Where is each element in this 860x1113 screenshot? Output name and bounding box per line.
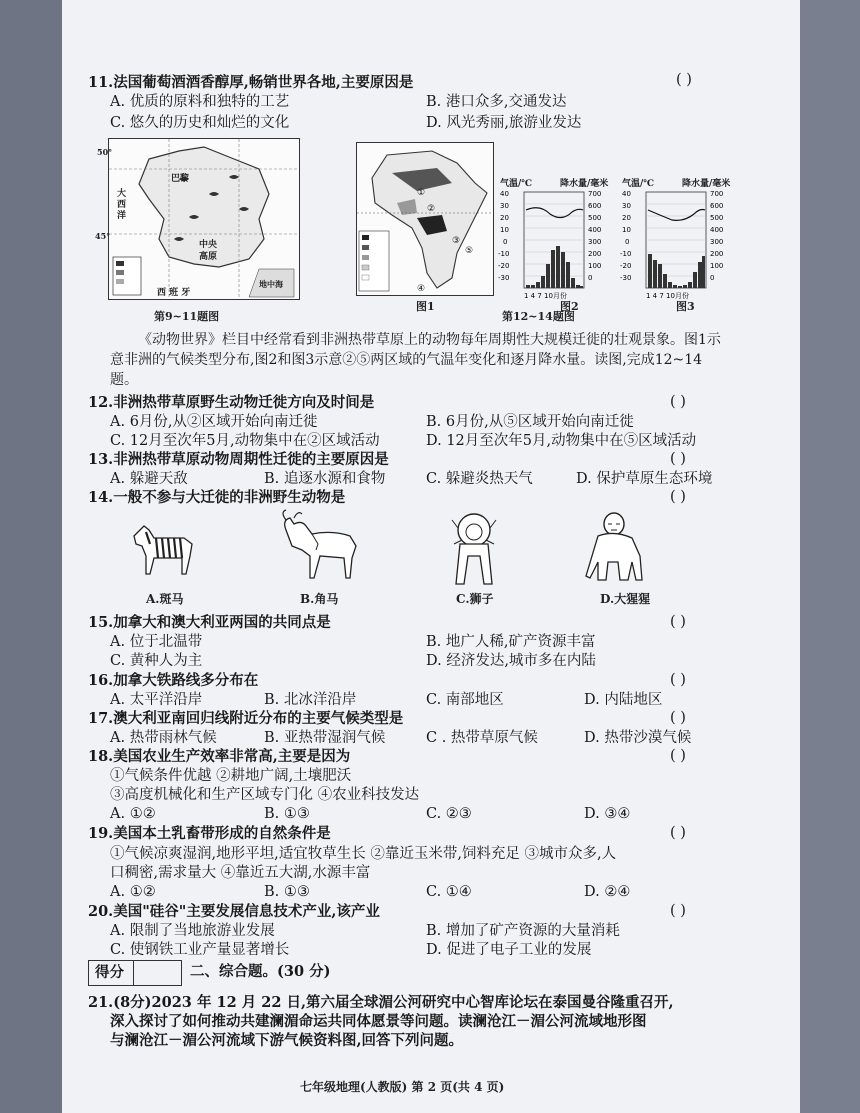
svg-text:300: 300	[710, 238, 724, 246]
svg-text:200: 200	[710, 250, 724, 258]
fig1-label: 图1	[416, 300, 435, 313]
lat-50-label: 50°	[97, 147, 113, 157]
q13-option-d: D. 保护草原生态环境	[576, 471, 713, 487]
svg-text:-10: -10	[498, 250, 510, 258]
svg-text:0: 0	[710, 274, 715, 282]
svg-text:③: ③	[452, 236, 461, 246]
q15-option-d: D. 经济发达,城市多在内陆	[426, 653, 596, 669]
svg-text:20: 20	[500, 214, 509, 222]
svg-text:40: 40	[500, 190, 509, 198]
climate-chart-2	[500, 176, 618, 304]
med-sea-label: 地中海	[259, 279, 283, 289]
svg-text:1 4 7 10月份: 1 4 7 10月份	[646, 292, 689, 300]
wildebeest-label: B.角马	[300, 592, 339, 606]
svg-text:-30: -30	[620, 274, 632, 282]
lion-illustration	[440, 510, 508, 586]
q19-option-d: D. ②④	[584, 884, 631, 900]
svg-text:700: 700	[710, 190, 724, 198]
q19-option-c: C. ①④	[426, 884, 472, 900]
q20-option-d: D. 促进了电子工业的发展	[426, 942, 592, 958]
fig2-label: 图2	[560, 300, 579, 313]
q18-option-a: A. ①②	[110, 806, 156, 822]
q19-stem: 19.美国本土乳畜带形成的自然条件是	[88, 825, 331, 842]
africa-climate-map	[356, 142, 494, 296]
paris-label: 巴黎	[171, 174, 190, 184]
q13-option-a: A. 躲避天敌	[110, 471, 188, 487]
q11-option-b: B. 港口众多,交通发达	[426, 94, 567, 110]
spain-label: 西 班 牙	[157, 288, 191, 298]
q11-stem: 11.法国葡萄酒酒香醇厚,畅销世界各地,主要原因是	[88, 74, 414, 91]
q19-option-b: B. ①③	[264, 884, 310, 900]
svg-text:300: 300	[588, 238, 602, 246]
svg-text:②: ②	[427, 204, 436, 214]
svg-text:0: 0	[503, 238, 508, 246]
q20-option-c: C. 使钢铁工业产量显著增长	[110, 942, 290, 958]
q18-stem: 18.美国农业生产效率非常高,主要是因为	[88, 748, 351, 765]
q11-answer-paren: ( )	[676, 72, 692, 88]
q16-option-b: B. 北冰洋沿岸	[264, 692, 357, 708]
climate-chart-3	[622, 176, 740, 304]
gorilla-illustration	[584, 510, 656, 586]
chart2-temp-axis-title: 气温/℃	[500, 179, 533, 189]
background-edge	[0, 0, 62, 1113]
svg-text:100: 100	[710, 262, 724, 270]
q17-answer-paren: ( )	[670, 710, 686, 726]
q12-option-c: C. 12月至次年5月,动物集中在②区域活动	[110, 433, 380, 449]
svg-text:30: 30	[500, 202, 509, 210]
chart2-plot	[500, 188, 618, 306]
q14-answer-paren: ( )	[670, 489, 686, 505]
lion-label: C.狮子	[456, 592, 494, 606]
q16-option-c: C. 南部地区	[426, 692, 504, 708]
q14-stem: 14.一般不参与大迁徙的非洲野生动物是	[88, 489, 346, 506]
q18-answer-paren: ( )	[670, 748, 686, 764]
q19-statement-2: 口稠密,需求量大 ④靠近五大湖,水源丰富	[110, 865, 371, 881]
svg-text:20: 20	[622, 214, 631, 222]
svg-text:-20: -20	[498, 262, 510, 270]
q13-option-b: B. 追逐水源和食物	[264, 471, 386, 487]
q12-option-d: D. 12月至次年5月,动物集中在⑤区域活动	[426, 433, 697, 449]
q17-option-b: B. 亚热带湿润气候	[264, 730, 386, 746]
score-label: 得分	[95, 964, 124, 981]
chart2-rain-axis-title: 降水量/毫米	[560, 179, 609, 189]
q15-stem: 15.加拿大和澳大利亚两国的共同点是	[88, 614, 331, 631]
score-box	[88, 960, 182, 986]
svg-text:200: 200	[588, 250, 602, 258]
fig3-label: 图3	[676, 300, 695, 313]
q15-option-c: C. 黄种人为主	[110, 653, 203, 669]
atlantic-label: 大 西 洋	[117, 189, 127, 221]
zebra-label: A.斑马	[146, 592, 184, 606]
q18-statement-1: ①气候条件优越 ②耕地广阔,土壤肥沃	[110, 768, 352, 784]
q16-answer-paren: ( )	[670, 672, 686, 688]
q20-option-a: A. 限制了当地旅游业发展	[110, 923, 275, 939]
q11-option-c: C. 悠久的历史和灿烂的文化	[110, 115, 290, 131]
q21-line-2: 深入探讨了如何推动共建澜湄命运共同体愿景等问题。读澜沧江－湄公河流域地形图	[110, 1013, 647, 1030]
svg-text:1 4 7 10月份: 1 4 7 10月份	[524, 292, 567, 300]
central-label: 中央	[199, 240, 218, 250]
svg-text:40: 40	[622, 190, 631, 198]
chart3-rain-axis-title: 降水量/毫米	[682, 179, 731, 189]
svg-text:700: 700	[588, 190, 602, 198]
q11-option-a: A. 优质的原料和独特的工艺	[110, 94, 290, 110]
svg-text:600: 600	[710, 202, 724, 210]
q16-stem: 16.加拿大铁路线多分布在	[88, 672, 259, 689]
q19-statement-1: ①气候凉爽湿润,地形平坦,适宜牧草生长 ②靠近玉米带,饲料充足 ③城市众多,人	[110, 846, 617, 862]
svg-text:10: 10	[500, 226, 509, 234]
svg-text:500: 500	[588, 214, 602, 222]
caption-9-11: 第9~11题图	[154, 310, 220, 323]
svg-text:⑤: ⑤	[465, 246, 474, 256]
q12-option-a: A. 6月份,从②区域开始向南迁徙	[110, 414, 318, 430]
q17-option-d: D. 热带沙漠气候	[584, 730, 692, 746]
france-map-drawing	[109, 139, 299, 299]
svg-text:100: 100	[588, 262, 602, 270]
france-map	[95, 138, 300, 300]
q16-option-d: D. 内陆地区	[584, 692, 663, 708]
svg-text:-10: -10	[620, 250, 632, 258]
plateau-label: 高原	[199, 252, 218, 262]
q13-option-c: C. 躲避炎热天气	[426, 471, 533, 487]
q18-statement-2: ③高度机械化和生产区域专门化 ④农业科技发达	[110, 787, 420, 803]
q17-stem: 17.澳大利亚南回归线附近分布的主要气候类型是	[88, 710, 404, 727]
svg-text:-30: -30	[498, 274, 510, 282]
page-footer: 七年级地理(人教版) 第 2 页(共 4 页)	[300, 1080, 505, 1094]
caption-12-14: 第12~14题图	[502, 310, 575, 323]
svg-text:600: 600	[588, 202, 602, 210]
score-box-divider	[133, 961, 134, 985]
q20-option-b: B. 增加了矿产资源的大量消耗	[426, 923, 620, 939]
q18-option-c: C. ②③	[426, 806, 472, 822]
zebra-illustration	[124, 516, 204, 578]
svg-text:400: 400	[588, 226, 602, 234]
chart3-plot	[622, 188, 740, 306]
lat-45-label: 45°	[95, 231, 111, 241]
q20-answer-paren: ( )	[670, 903, 686, 919]
q18-option-b: B. ①③	[264, 806, 310, 822]
q17-option-c: C . 热带草原气候	[426, 730, 538, 746]
q15-option-a: A. 位于北温带	[110, 634, 203, 650]
svg-text:0: 0	[588, 274, 593, 282]
q16-option-a: A. 太平洋沿岸	[110, 692, 203, 708]
q12-option-b: B. 6月份,从⑤区域开始向南迁徙	[426, 414, 634, 430]
q19-answer-paren: ( )	[670, 825, 686, 841]
q21-line-3: 与澜沧江－湄公河流域下游气候资料图,回答下列问题。	[110, 1032, 464, 1049]
svg-text:10: 10	[622, 226, 631, 234]
q13-stem: 13.非洲热带草原动物周期性迁徙的主要原因是	[88, 451, 389, 468]
q12-answer-paren: ( )	[670, 394, 686, 410]
section2-title: 二、综合题。(30 分)	[190, 963, 331, 980]
svg-text:-20: -20	[620, 262, 632, 270]
africa-map-drawing	[357, 143, 493, 295]
chart3-temp-axis-title: 气温/℃	[622, 179, 655, 189]
q20-stem: 20.美国"硅谷"主要发展信息技术产业,该产业	[88, 903, 380, 920]
svg-text:①: ①	[417, 188, 426, 198]
svg-text:④: ④	[417, 284, 426, 294]
q12-stem: 12.非洲热带草原野生动物迁徙方向及时间是	[88, 394, 375, 411]
q21-line-1: 21.(8分)2023 年 12 月 22 日,第六届全球湄公河研究中心智库论坛在泰国曼谷隆重召开,	[88, 994, 674, 1011]
svg-text:500: 500	[710, 214, 724, 222]
svg-text:400: 400	[710, 226, 724, 234]
q11-option-d: D. 风光秀丽,旅游业发达	[426, 115, 582, 131]
svg-text:30: 30	[622, 202, 631, 210]
q19-option-a: A. ①②	[110, 884, 156, 900]
gorilla-label: D.大猩猩	[600, 592, 651, 606]
intro-paragraph: 《动物世界》栏目中经常看到非洲热带草原上的动物每年周期性大规模迁徙的壮观景象。图1示意非洲的气候类型分布,图2和图3示意②⑤两区域的气温年变化和逐月降水量。读图,完成12~14题。	[110, 332, 721, 388]
q13-answer-paren: ( )	[670, 451, 686, 467]
q18-option-d: D. ③④	[584, 806, 631, 822]
q15-answer-paren: ( )	[670, 614, 686, 630]
q17-option-a: A. 热带雨林气候	[110, 730, 217, 746]
svg-text:0: 0	[625, 238, 630, 246]
wildebeest-illustration	[272, 510, 368, 582]
q15-option-b: B. 地广人稀,矿产资源丰富	[426, 634, 596, 650]
